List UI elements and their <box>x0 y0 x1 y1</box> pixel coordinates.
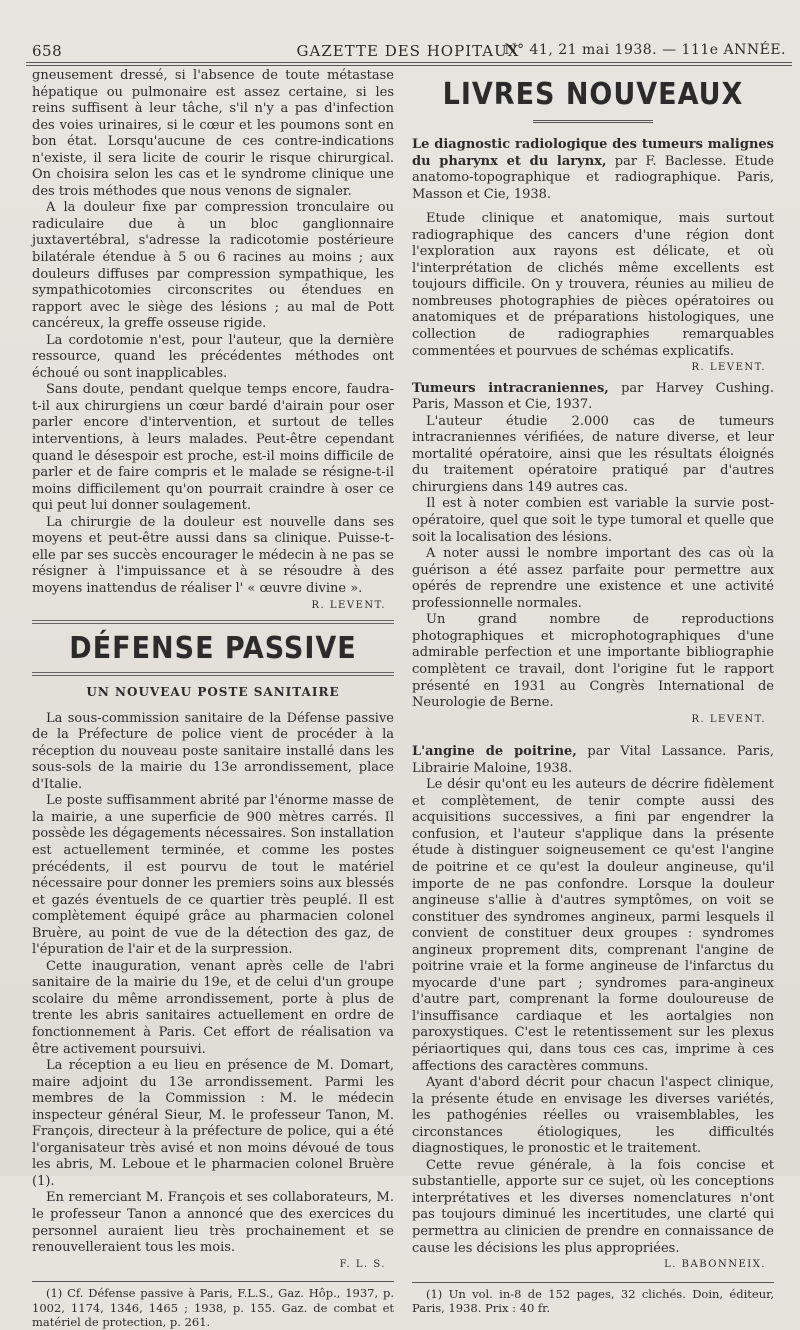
book-entry <box>412 744 774 777</box>
footnote-rule <box>412 1282 774 1283</box>
book-title: Le diagnostic radiologique des tumeurs malignes du pharynx et du larynx, <box>412 137 774 169</box>
author-signature: L. BABONNEIX. <box>664 1259 766 1271</box>
author-signature: R. LEVENT. <box>691 362 766 374</box>
header-rule <box>26 62 792 66</box>
book-title: L'angine de poitrine, <box>412 744 577 760</box>
paragraph: Un grand nombre de reproductions photographiques et microphotographiques d'une admirable perfection et une importante bibliographie complètent ce travail, dont l'origine fut le rapport présenté en 1931 au Congrès International de Neurologie de Berne. <box>412 612 774 711</box>
page-number: 658 <box>32 42 63 60</box>
paragraph: gneusement dressé, si l'absence de toute métastase hépatique ou pulmonaire est assez certaine, si les reins suffisent à leur tâche, s'il n'y a pas d'infection des voies urinaires, si le cœur et les poumons sont en bon état. Lorsqu'aucune de ces contre-indications n'existe, il sera licite de courir le risque chirurgical. On choisira selon les cas et le syndrome clinique une des trois méthodes que nous venons de signaler. <box>32 68 394 199</box>
author-signature: R. LEVENT. <box>691 713 766 725</box>
paragraph: L'auteur étudie 2.000 cas de tumeurs intracraniennes vérifiées, de nature diverse, et leur mortalité opératoire, ainsi que les résultats éloignés du traitement opératoire pratiqué par d'autres chirurgiens dans 149 autres cas. <box>412 413 774 495</box>
book-meta: par F. Baclesse. Etude anatomo-topographique et radiographique. Paris, Masson et Cie, 1938. <box>412 153 774 202</box>
book-entry <box>412 137 774 203</box>
paragraph: La réception a eu lieu en présence de M. Domart, maire adjoint du 13e arrondissement. Parmi les membres de la Commission : M. le médecin inspecteur général Sieur, M. le professeur Tanon, M. François, directeur à la préfecture de police, qui a été l'organisateur très avisé et non moins dévoué de tous les abris, M. Leboue et le pharmacien colonel Bruère (1). <box>32 1058 394 1189</box>
section-title: LIVRES NOUVEAUX <box>442 77 744 112</box>
book-meta: par Harvey Cushing. Paris, Masson et Cie, 1937. <box>412 380 774 413</box>
paragraph: La cordotomie n'est, pour l'auteur, que la dernière ressource, quand les précédentes méthodes ont échoué ou sont inapplicables. <box>32 332 394 381</box>
paragraph: Cette inauguration, venant après celle de l'abri sanitaire de la mairie du 19e, et de celui d'un groupe scolaire du même arrondissement, porte à plus de trente les abris sanitaires actuellement en ordre de fonctionnement à Paris. Cet effort de réalisation va être activement poursuivi. <box>32 958 394 1057</box>
paragraph: Le poste suffisamment abrité par l'énorme masse de la mairie, a une superficie de 900 mètres carrés. Il possède les dégagements nécessaires. Son installation est actuellement terminée, et comme les postes précédents, il est pourvu de tout le matériel nécessaire pour donner les premiers soins aux blessés et gazés éventuels de ce quartier très peuplé. Il est complètement équipé grâce au pharmacien colonel Bruère, au point de vue de la détection des gaz, de l'épuration de l'air et de la surpression. <box>32 793 394 958</box>
journal-title: GAZETTE DES HOPITAUX <box>296 42 520 60</box>
footnote: (1) Un vol. in-8 de 152 pages, 32 clichés. Doin, éditeur, Paris, 1938. Prix : 40 fr. <box>412 1286 774 1316</box>
issue-date: N° 41, 21 mai 1938. — 111e ANNÉE. <box>504 42 786 58</box>
page-header <box>28 36 788 64</box>
section-divider <box>32 672 394 676</box>
book-entry <box>412 381 774 414</box>
book-meta: par Vital Lassance. Paris, Librairie Maloine, 1938. <box>412 744 774 776</box>
paragraph: La chirurgie de la douleur est nouvelle dans ses moyens et peut-être aussi dans sa clinique. Puisse-t-elle par ses succès encourager le médecin à ne pas se résigner à l'impuissance et à se résoudre à des moyens inattendus de réaliser l' « œuvre divine ». <box>32 514 394 596</box>
author-signature: F. L. S. <box>339 1258 386 1270</box>
paragraph: Sans doute, pendant quelque temps encore, faudra-t-il aux chirurgiens un cœur bardé d'airain pour oser parler encore d'intervention, et surtout de telles interventions, à leurs malades. Peut-être cependant quand le désespoir est proche, est-il moins difficile de parler et de faire compris et le malade se résigne-t-il moins difficilement qu'on pourrait craindre à oser ce qui peut lui donner soulagement. <box>32 382 394 514</box>
paragraph: A la douleur fixe par compression tronculaire ou radiculaire due à un bloc ganglionnaire juxtavertébral, s'adresse la radicotomie postérieure bilatérale étendue à 5 ou 6 racines au moins ; aux douleurs diffuses par compression sympathique, les sympathicotomies circonscrites ou étendues en rapport avec le siège des lésions ; au mal de Pott cancéreux, la greffe osseuse rigide. <box>32 200 394 332</box>
paragraph: En remerciant M. François et ses collaborateurs, M. le professeur Tanon a annoncé que des exercices du personnel auraient lieu très prochainement et se renouvelleraient tous les mois. <box>32 1190 394 1256</box>
section-title: DÉFENSE PASSIVE <box>69 631 357 667</box>
book-title: Tumeurs intracraniennes, <box>412 380 609 396</box>
left-column <box>32 68 394 1330</box>
paragraph: A noter aussi le nombre important des cas où la guérison a été assez parfaite pour permettre aux opérés de reprendre une existence et une activité professionnelle normales. <box>412 546 774 611</box>
section-divider <box>32 620 394 624</box>
right-column <box>412 68 774 1316</box>
paragraph: La sous-commission sanitaire de la Défense passive de la Préfecture de police vient de procéder à la réception du nouveau poste sanitaire installé dans les sous-sols de la mairie du 13e arrondissement, place d'Italie. <box>32 710 394 792</box>
paragraph: Le désir qu'ont eu les auteurs de décrire fidèlement et complètement, de tenir compte aussi des acquisitions successives, a fini par engendrer la confusion, et l'auteur s'applique dans la présente étude à distinguer soigneusement ce qu'est l'angine de poitrine et ce qu'est la douleur angineuse, qu'il importe de ne pas confondre. Lorsque la douleur angineuse s'allie à d'autres symptômes, on voit se constituer des syndromes angineux, parmi lesquels il convient de constituer deux groupes : syndromes angineux proprement dits, comprenant l'angine de poitrine vraie et la forme angineuse de l'infarctus du myocarde d'une part ; syndromes para-angineux d'autre part, comprenant la forme douloureuse de l'insuffisance cardiaque et les aortalgies non paroxystiques. C'est le retentissement sur les plexus périaortiques qui, dans tous ces cas, imprime à ces affections des caractères communs. <box>412 777 774 1074</box>
paragraph: Etude clinique et anatomique, mais surtout radiographique des cancers d'une région dont l'exploration aux rayons est délicate, et où l'interprétation de clichés même excellents est toujours difficile. On y trouvera, réunies au milieu de nombreuses photographies de pièces opératoires ou anatomiques et de préparations histologiques, une collection de radiographies remarquables commentées et pourvues de schémas explicatifs. <box>412 211 774 359</box>
paragraph: Cette revue générale, à la fois concise et substantielle, apporte sur ce sujet, où les conceptions interprétatives et les diverses nomenclatures n'ont pas toujours diminué les incertitudes, une clarté qui permettra au clinicien de prendre en connaissance de cause les décisions les plus appropriées. <box>412 1157 774 1256</box>
title-rule <box>533 120 653 123</box>
paragraph: Il est à noter combien est variable la survie post-opératoire, quel que soit le type tumoral et quelle que soit la localisation des lésions. <box>412 496 774 545</box>
footnote: (1) Cf. Défense passive à Paris, F.L.S., Gaz. Hôp., 1937, p. 1002, 1174, 1346, 1465 ; 1938, p. 155. Gaz. de combat et matériel de protection, p. 261. <box>32 1286 394 1330</box>
paragraph: Ayant d'abord décrit pour chacun l'aspect clinique, la présente étude en envisage les diverses variétés, les pathogénies réelles ou vraisemblables, les circonstances étiologiques, les difficultés diagnostiques, le pronostic et le traitement. <box>412 1075 774 1157</box>
section-subtitle: UN NOUVEAU POSTE SANITAIRE <box>86 685 340 700</box>
footnote-rule <box>32 1281 394 1282</box>
author-signature: R. LEVENT. <box>311 599 386 611</box>
